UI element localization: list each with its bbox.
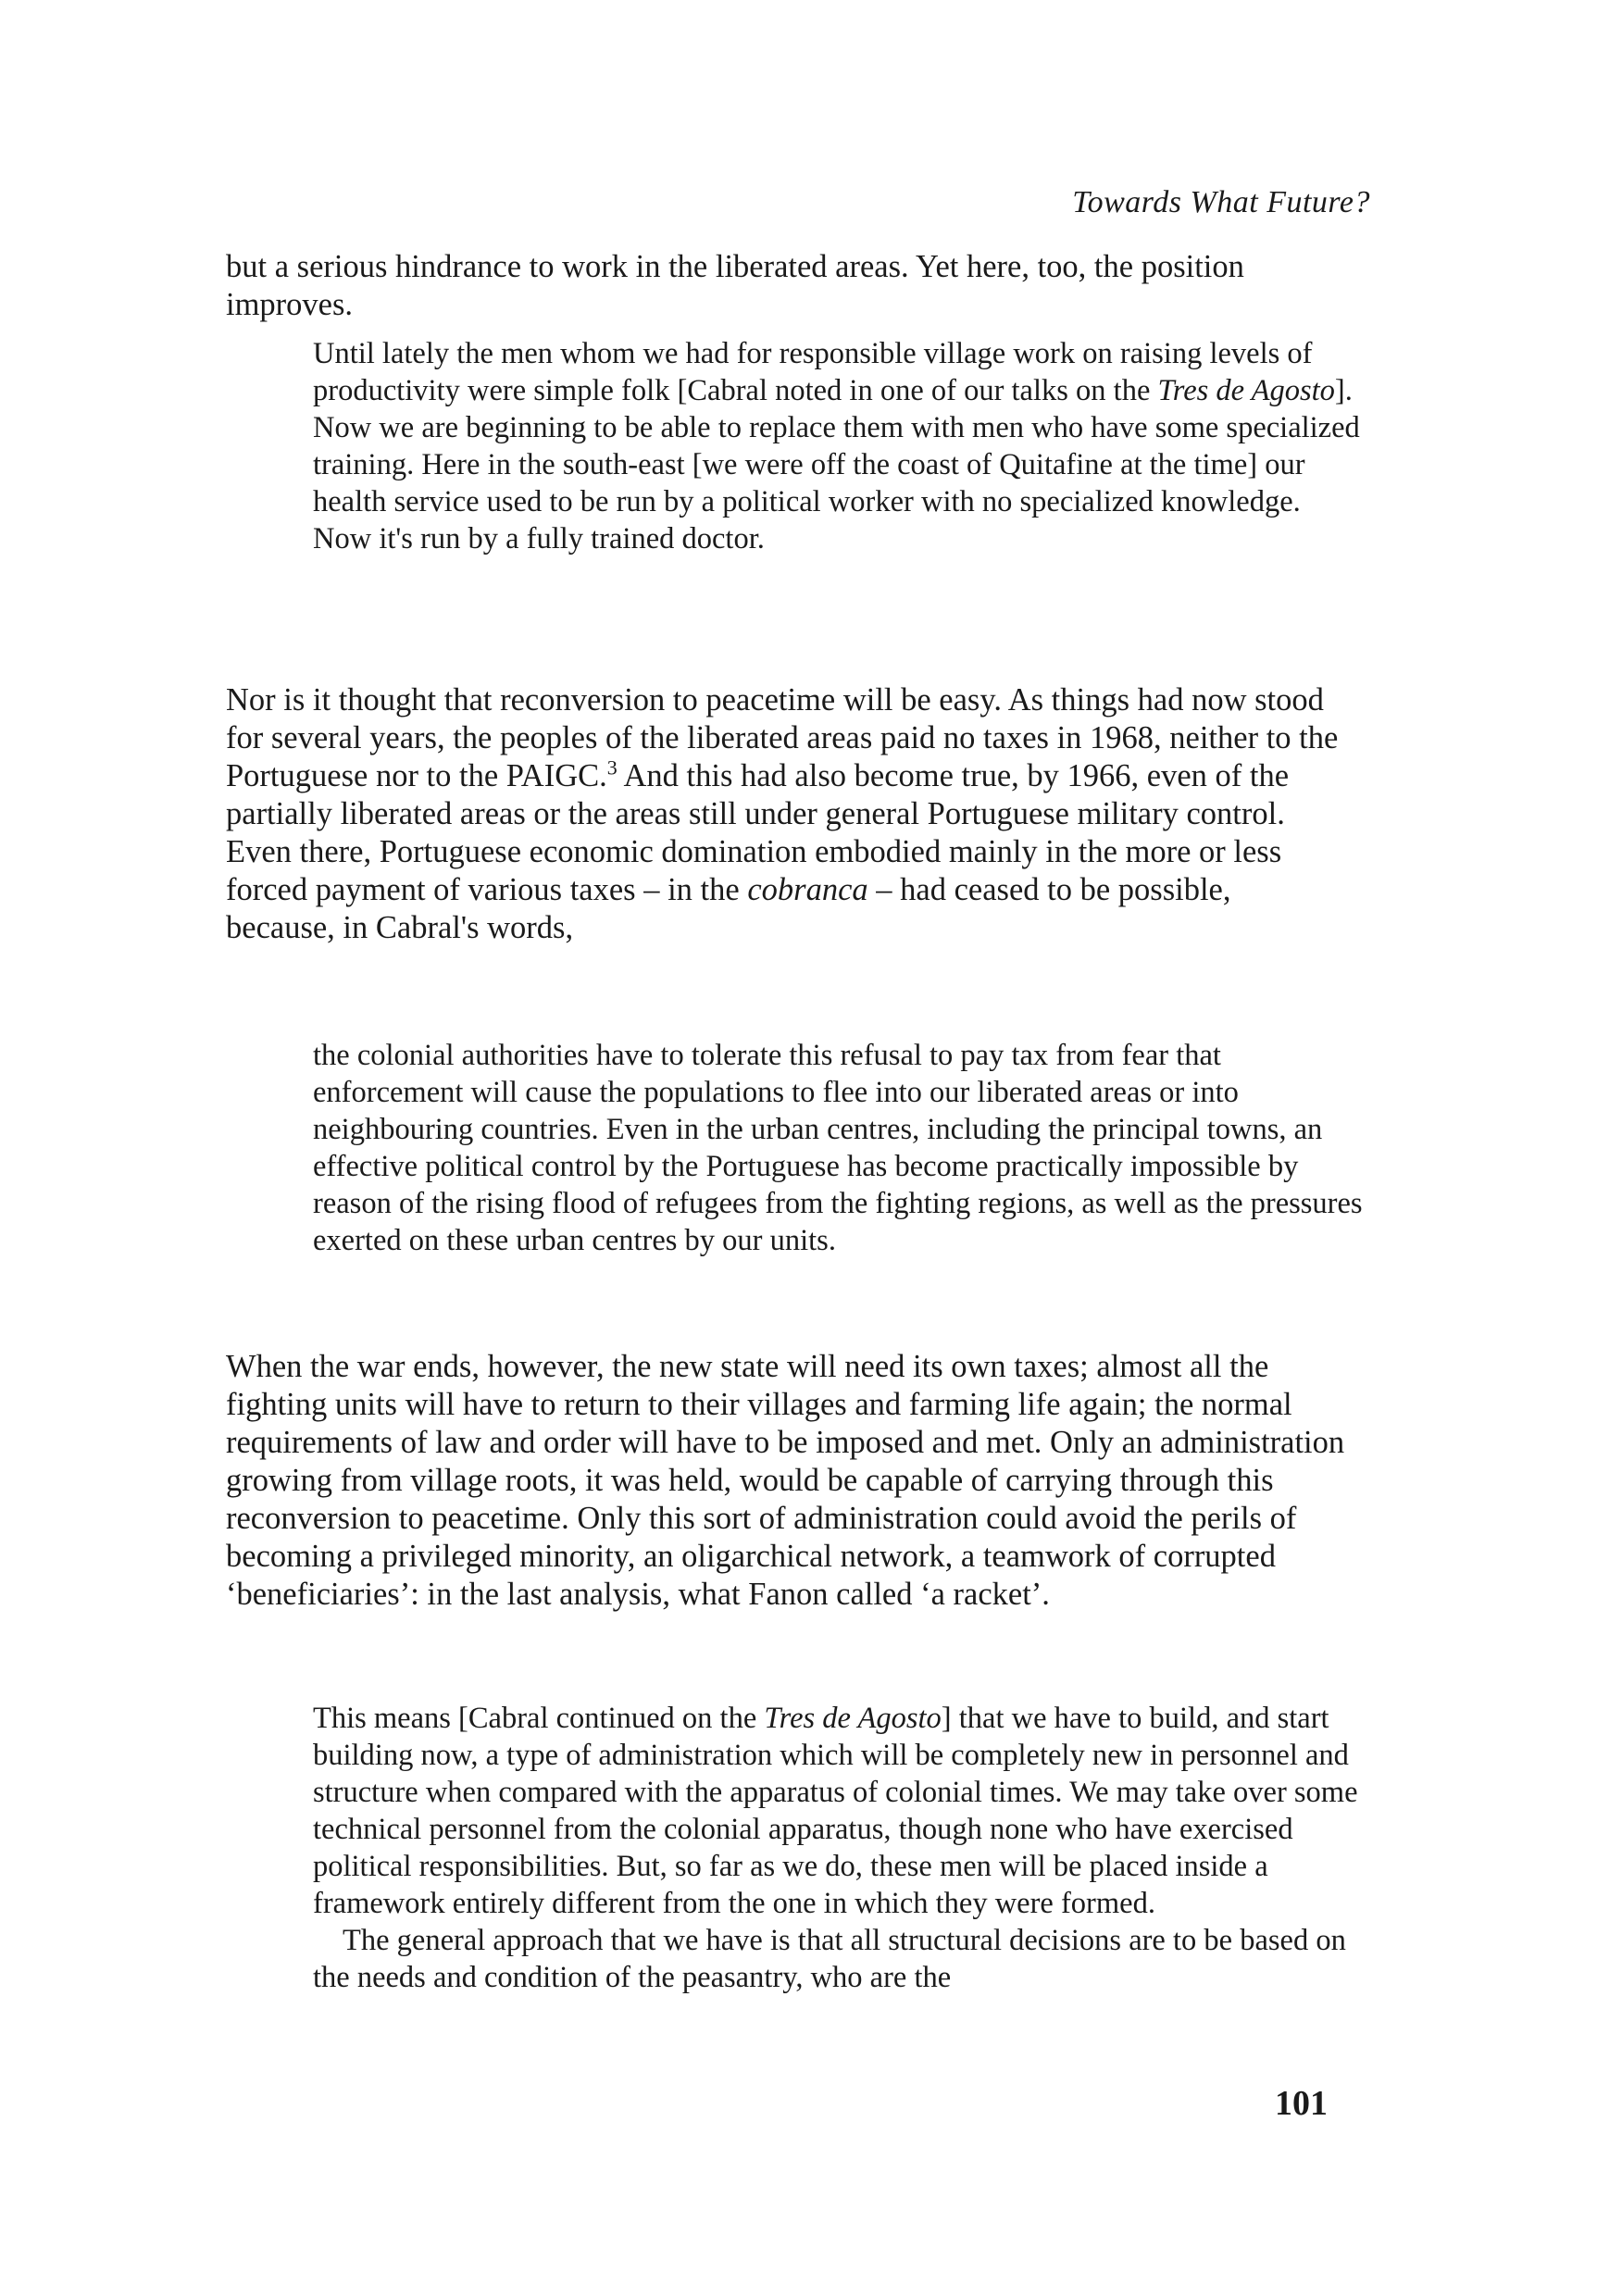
page-number: 101: [1275, 2084, 1328, 2123]
quote-3-part-b: ] that we have to build, and start building now, a type of administration which will be completely new in personnel and structure when compared with the apparatus of colonial times. We may take over some technical personnel from the colonial apparatus, though none who have exercised political responsibilities. But, so far as we do, these men will be placed inside a framework entirely different from the one in which they were formed.: [313, 1702, 1358, 1920]
quote-3-italic-title: Tres de Agosto: [764, 1702, 942, 1735]
block-quote-3: [313, 1700, 1365, 1996]
quote-1-part-a: Until lately the men whom we had for responsible village work on raising levels of productivity were simple folk [Cabral noted in one of our talks on the: [313, 337, 1313, 407]
paragraph-3: When the war ends, however, the new state will need its own taxes; almost all the fighting units will have to return to their villages and farming life again; the normal requirements of law and order will have to be imposed and met. Only an administration growing from village roots, it was held, would be capable of carrying through this reconversion to peacetime. Only this sort of administration could avoid the perils of becoming a privileged minority, an oligarchical network, a teamwork of corrupted ‘beneficiaries’: in the last analysis, what Fanon called ‘a racket’.: [226, 1349, 1345, 1612]
paragraph-2-italic-term: cobranca: [747, 872, 868, 907]
block-quote-1-text: [313, 335, 1365, 557]
footnote-marker: 3: [606, 755, 618, 780]
block-quote-3-text: [313, 1700, 1365, 1922]
block-quote-2-text: the colonial authorities have to tolerate this refusal to pay tax from fear that enforcement will cause the populations to flee into our liberated areas or into neighbouring countries. Even in the urban centres, including the principal towns, an effective political control by the Portuguese has become practically impossible by reason of the rising flood of refugees from the fighting regions, as well as the pressures exerted on these urban centres by our units.: [313, 1039, 1363, 1257]
paragraph-2-part-b: And this had also become true, by 1966, even of the partially liberated areas or the areas still under general Portuguese military control. Even there, Portuguese economic domination embodied mainly in the more or less forced payment of various taxes – in the: [226, 758, 1290, 907]
paragraph-2-part-a: Nor is it thought that reconversion to peacetime will be easy. As things had now stood for several years, the peoples of the liberated areas paid no taxes in 1968, neither to the Portuguese nor to the PAIGC.: [226, 682, 1339, 793]
quote-1-italic-title: Tres de Agosto: [1157, 374, 1335, 407]
block-quote-2: [313, 1037, 1365, 1259]
paragraph-2: [226, 681, 1346, 947]
block-quote-3-continuation: The general approach that we have is that all structural decisions are to be based on the needs and condition of the peasantry, who are the: [313, 1924, 1346, 1994]
block-quote-1: [313, 335, 1365, 557]
paragraph-1: but a serious hindrance to work in the liberated areas. Yet here, too, the position improves.: [226, 249, 1244, 322]
quote-1-part-b: ]. Now we are beginning to be able to replace them with men who have some specialized training. Here in the south-east [we were off the coast of Quitafine at the time] our health service used to be run by a political worker with no specialized knowledge. Now it's run by a fully trained doctor.: [313, 374, 1360, 555]
running-head: Towards What Future?: [1072, 185, 1370, 219]
paragraph-2-part-c: – had ceased to be possible, because, in Cabral's words,: [226, 872, 1231, 945]
quote-3-part-a: This means [Cabral continued on the: [313, 1702, 765, 1735]
